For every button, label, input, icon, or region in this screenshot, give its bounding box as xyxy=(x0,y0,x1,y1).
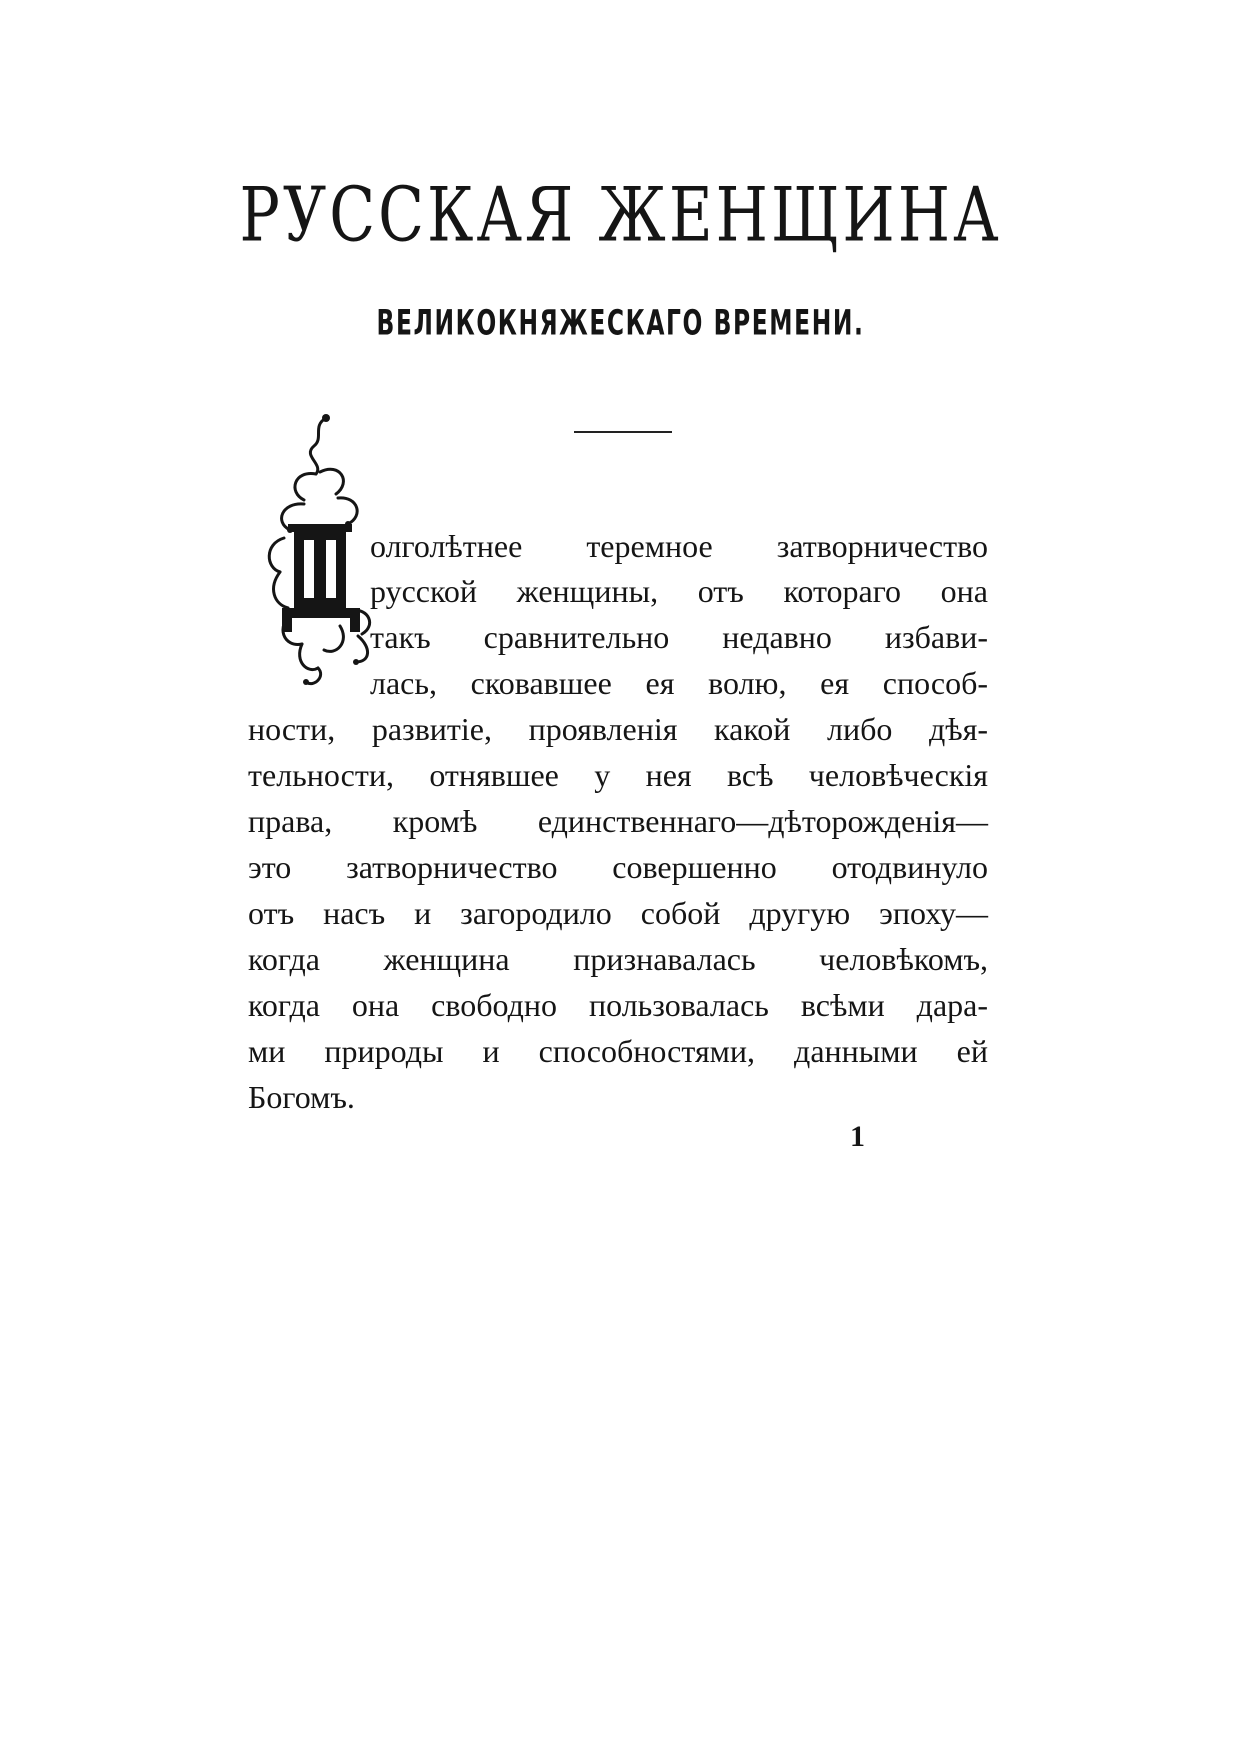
text-line: ми природы и способностями, данными ей xyxy=(248,1033,988,1069)
text-line: тельности, отнявшее у нея всѣ человѣческiя xyxy=(248,757,988,793)
text-line: это затворничество совершенно отодвинуло xyxy=(248,849,988,885)
text-line: ности, развитiе, проявленiя какой либо дѣя- xyxy=(248,711,988,747)
text-line: когда она свободно пользовалась всѣми дара- xyxy=(248,987,988,1023)
ornamental-drop-cap-icon xyxy=(254,412,382,694)
text-line: такъ сравнительно недавно избави- xyxy=(370,619,988,655)
chapter-title: РУССКАЯ ЖЕНЩИНА xyxy=(239,171,1002,260)
text-line: русской женщины, отъ котораго она xyxy=(370,573,988,609)
text-line: олголѣтнее теремное затворничество xyxy=(370,528,988,564)
separator-rule xyxy=(574,431,672,433)
text-line: права, кромѣ единственнаго—дѣторожденiя— xyxy=(248,803,988,839)
text-line: когда женщина признавалась человѣкомъ, xyxy=(248,941,988,977)
page-number: 1 xyxy=(850,1120,865,1153)
text-line: лась, сковавшее ея волю, ея способ- xyxy=(370,665,988,701)
chapter-subtitle: ВЕЛИКОКНЯЖЕСКАГО ВРЕМЕНИ. xyxy=(376,303,865,344)
ornamental-drop-cap xyxy=(254,412,382,694)
text-line: отъ насъ и загородило собой другую эпоху— xyxy=(248,895,988,931)
text-line: Богомъ. xyxy=(248,1079,355,1115)
